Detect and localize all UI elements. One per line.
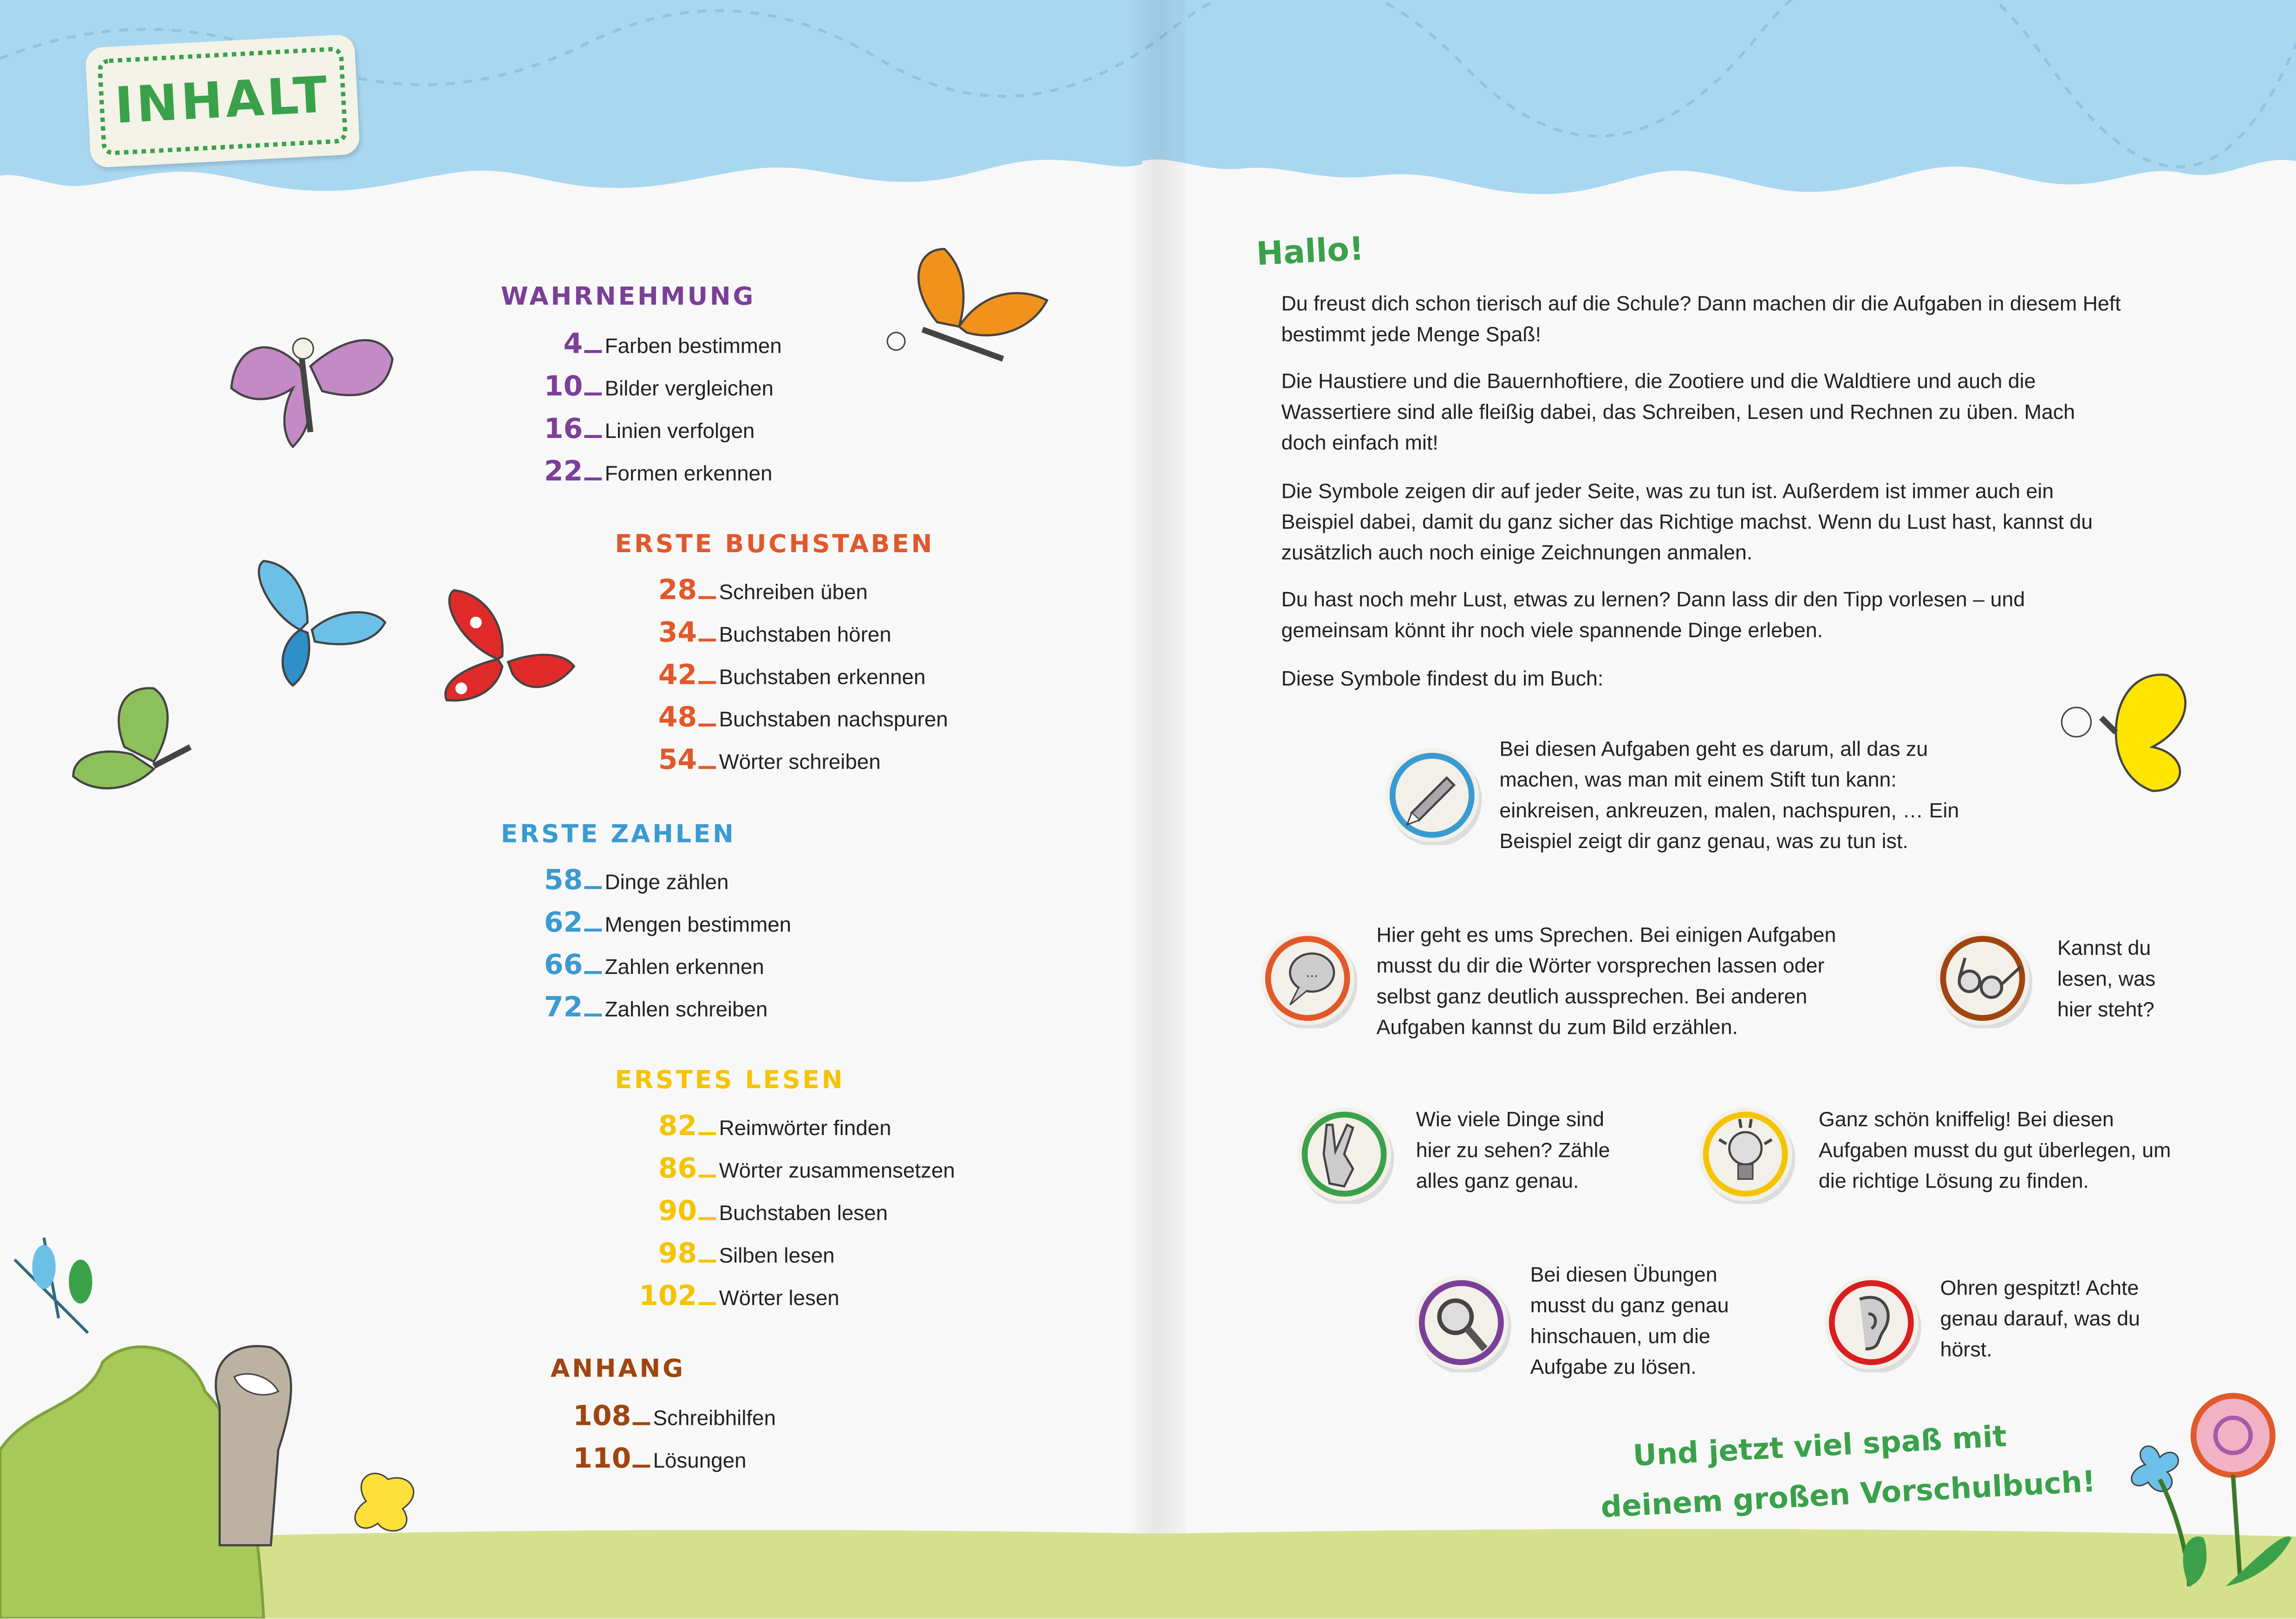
toc-entry[interactable] bbox=[483, 456, 773, 491]
toc-page-number: 86 bbox=[658, 1152, 697, 1185]
symbol-description: Bei diesen Übungen musst du ganz genau hinschauen, um die Aufgabe zu lösen. bbox=[1530, 1264, 1729, 1380]
toc-dash bbox=[584, 435, 602, 438]
toc-dash bbox=[584, 1013, 602, 1016]
symbol-description: Bei diesen Aufgaben geht es darum, all das zu machen, was man mit einem Stift tun kann: einkreisen, ankreuzen, malen, nachspuren, … Ein Beispiel zeigt dir ganz genau, was zu tun ist. bbox=[1499, 738, 1959, 854]
toc-entry[interactable] bbox=[598, 744, 881, 779]
svg-text:...: ... bbox=[1306, 963, 1318, 980]
symbol-description: Hier geht es ums Sprechen. Bei einigen Aufgaben musst du dir die Wörter vorsprechen lassen oder selbst ganz deutlich aussprechen. Bei anderen Aufgaben kannst du zum Bild erzählen. bbox=[1376, 924, 1836, 1040]
toc-dash bbox=[632, 1422, 650, 1425]
toc-entry-label: Dinge zählen bbox=[605, 871, 729, 895]
toc-dash bbox=[698, 1175, 716, 1177]
symbol-description: Ohren gespitzt! Achte genau darauf, was du hörst. bbox=[1940, 1277, 2140, 1362]
toc-entry-label: Buchstaben hören bbox=[719, 624, 891, 647]
symbol-description: Kannst du lesen, was hier steht? bbox=[2057, 937, 2156, 1023]
contents-title: INHALT bbox=[97, 46, 348, 156]
closing-line-2: deinem großen Vorschulbuch! bbox=[1600, 1463, 2097, 1525]
toc-entry-label: Zahlen erkennen bbox=[605, 956, 764, 980]
toc-section-heading: ERSTE ZAHLEN bbox=[501, 820, 736, 850]
toc-dash bbox=[584, 886, 602, 889]
toc-entry-label: Silben lesen bbox=[719, 1245, 835, 1269]
pencil-icon bbox=[1382, 745, 1482, 852]
toc-dash bbox=[632, 1465, 650, 1468]
contents-title-badge bbox=[85, 34, 360, 168]
toc-entry-label: Lösungen bbox=[653, 1450, 747, 1474]
toc-entry[interactable] bbox=[532, 1400, 776, 1436]
toc-page-number: 10 bbox=[544, 370, 583, 403]
toc-section-heading: WAHRNEHMUNG bbox=[501, 282, 756, 312]
toc-page-number: 110 bbox=[573, 1443, 631, 1475]
toc-entry[interactable] bbox=[598, 659, 926, 694]
green-butterfly-illustration bbox=[66, 681, 234, 805]
toc-dash bbox=[698, 639, 716, 641]
ear-icon bbox=[1821, 1273, 1921, 1380]
toc-entry[interactable] bbox=[598, 1280, 839, 1315]
toc-section-heading: ANHANG bbox=[550, 1355, 685, 1384]
toc-page-number: 54 bbox=[658, 744, 697, 777]
red-butterfly-illustration bbox=[432, 586, 578, 725]
toc-entry[interactable] bbox=[483, 371, 774, 406]
toc-dash bbox=[698, 596, 716, 599]
toc-entry-label: Mengen bestimmen bbox=[605, 914, 792, 938]
toc-page-number: 108 bbox=[573, 1400, 631, 1433]
toc-section-heading: ERSTES LESEN bbox=[615, 1066, 845, 1096]
toc-dash bbox=[584, 928, 602, 931]
symbol-description: Wie viele Dinge sind hier zu sehen? Zähle alles ganz genau. bbox=[1416, 1109, 1610, 1194]
toc-dash bbox=[584, 392, 602, 395]
toc-dash bbox=[698, 766, 716, 769]
toc-entry-label: Formen erkennen bbox=[605, 463, 773, 487]
toc-dash bbox=[698, 1217, 716, 1220]
closing-line-1: Und jetzt viel spaß mit bbox=[1632, 1418, 2008, 1473]
glasses-icon bbox=[1933, 928, 2032, 1035]
toc-entry[interactable] bbox=[598, 1195, 888, 1230]
toc-page-number: 62 bbox=[544, 907, 583, 939]
toc-page-number: 102 bbox=[639, 1280, 697, 1312]
toc-entry[interactable] bbox=[483, 907, 791, 942]
toc-entry[interactable] bbox=[483, 949, 764, 985]
toc-entry-label: Reimwörter finden bbox=[719, 1117, 891, 1141]
toc-entry-label: Buchstaben lesen bbox=[719, 1202, 888, 1226]
toc-entry[interactable] bbox=[598, 1110, 891, 1146]
counting-hand-icon bbox=[1294, 1104, 1394, 1211]
toc-dash bbox=[698, 1132, 716, 1135]
intro-paragraph: Du freust dich schon tierisch auf die Schule? Dann machen dir die Aufgaben in diesem Heft bestimmt jede Menge Spaß! bbox=[1281, 293, 2121, 347]
toc-dash bbox=[584, 477, 602, 480]
toc-entry-label: Wörter lesen bbox=[719, 1287, 839, 1311]
toc-entry[interactable] bbox=[598, 702, 948, 737]
toc-entry-label: Schreiben üben bbox=[719, 581, 868, 605]
symbol-description: Ganz schön kniffelig! Bei diesen Aufgaben musst du gut überlegen, um die richtige Lösung zu finden. bbox=[1818, 1109, 2171, 1194]
book-gutter bbox=[1127, 0, 1186, 1619]
toc-page-number: 42 bbox=[658, 659, 697, 692]
toc-page-number: 66 bbox=[544, 949, 583, 981]
toc-page-number: 16 bbox=[544, 413, 583, 445]
toc-dash bbox=[584, 971, 602, 974]
toc-entry-label: Buchstaben erkennen bbox=[719, 666, 926, 690]
toc-entry[interactable] bbox=[483, 992, 768, 1027]
toc-entry-label: Buchstaben nachspuren bbox=[719, 709, 948, 732]
toc-dash bbox=[698, 1302, 716, 1305]
magnifier-icon bbox=[1411, 1273, 1511, 1380]
tip-paragraph: Du hast noch mehr Lust, etwas zu lernen? Dann lass dir den Tipp vorlesen – und gemeinsam könnt ihr noch viele spannende Dinge erleben. bbox=[1281, 588, 2025, 643]
toc-entry[interactable] bbox=[598, 1238, 835, 1273]
toc-entry[interactable] bbox=[598, 617, 891, 652]
toc-entry-label: Wörter zusammensetzen bbox=[719, 1160, 955, 1184]
toc-dash bbox=[698, 724, 716, 726]
toc-page-number: 28 bbox=[658, 574, 697, 607]
blue-butterfly-illustration bbox=[241, 556, 388, 688]
toc-page-number: 58 bbox=[544, 864, 583, 897]
toc-entry[interactable] bbox=[483, 328, 782, 363]
toc-entry-label: Farben bestimmen bbox=[605, 335, 782, 359]
toc-entry[interactable] bbox=[598, 1153, 955, 1188]
toc-page-number: 72 bbox=[544, 992, 583, 1024]
symbols-intro: Diese Symbole findest du im Buch: bbox=[1281, 668, 1604, 692]
toc-page-number: 4 bbox=[563, 328, 583, 360]
orange-butterfly-illustration bbox=[878, 242, 1054, 366]
toc-section-heading: ERSTE BUCHSTABEN bbox=[615, 530, 935, 560]
toc-page-number: 48 bbox=[658, 701, 697, 734]
toc-page-number: 90 bbox=[658, 1195, 697, 1227]
lightbulb-icon bbox=[1696, 1104, 1795, 1211]
toc-page-number: 98 bbox=[658, 1237, 697, 1270]
toc-dash bbox=[698, 681, 716, 684]
animals-paragraph: Die Haustiere und die Bauernhoftiere, die Zootiere und die Waldtiere und auch die Wassertiere sind alle fleißig dabei, das Schreiben, Lesen und Rechnen zu üben. Mach doch einfach mit! bbox=[1281, 370, 2075, 456]
flowers-illustration bbox=[2101, 1391, 2296, 1589]
speech-bubble-icon bbox=[1258, 928, 1357, 1035]
toc-dash bbox=[698, 1260, 716, 1262]
toc-entry[interactable] bbox=[483, 413, 755, 448]
toc-entry-label: Zahlen schreiben bbox=[605, 999, 768, 1023]
purple-butterfly-illustration bbox=[220, 300, 403, 454]
badger-in-bush-illustration bbox=[0, 1230, 439, 1619]
toc-entry[interactable] bbox=[598, 574, 868, 609]
greeting-heading: Hallo! bbox=[1255, 231, 1365, 274]
toc-page-number: 82 bbox=[658, 1110, 697, 1142]
toc-entry[interactable] bbox=[483, 864, 729, 900]
toc-dash bbox=[584, 350, 602, 353]
toc-entry[interactable] bbox=[532, 1443, 747, 1478]
symbols-paragraph: Die Symbole zeigen dir auf jeder Seite, was zu tun ist. Außerdem ist immer auch ein Beispiel dabei, damit du ganz sicher das Richtige machst. Wenn du Lust hast, kannst du zusätzlich auch noch einige Zeichnungen anmalen. bbox=[1281, 480, 2093, 566]
toc-entry-label: Schreibhilfen bbox=[653, 1407, 776, 1431]
toc-entry-label: Bilder vergleichen bbox=[605, 378, 774, 402]
toc-page-number: 22 bbox=[544, 455, 583, 488]
toc-page-number: 34 bbox=[658, 616, 697, 649]
toc-entry-label: Linien verfolgen bbox=[605, 420, 755, 444]
toc-entry-label: Wörter schreiben bbox=[719, 751, 881, 775]
